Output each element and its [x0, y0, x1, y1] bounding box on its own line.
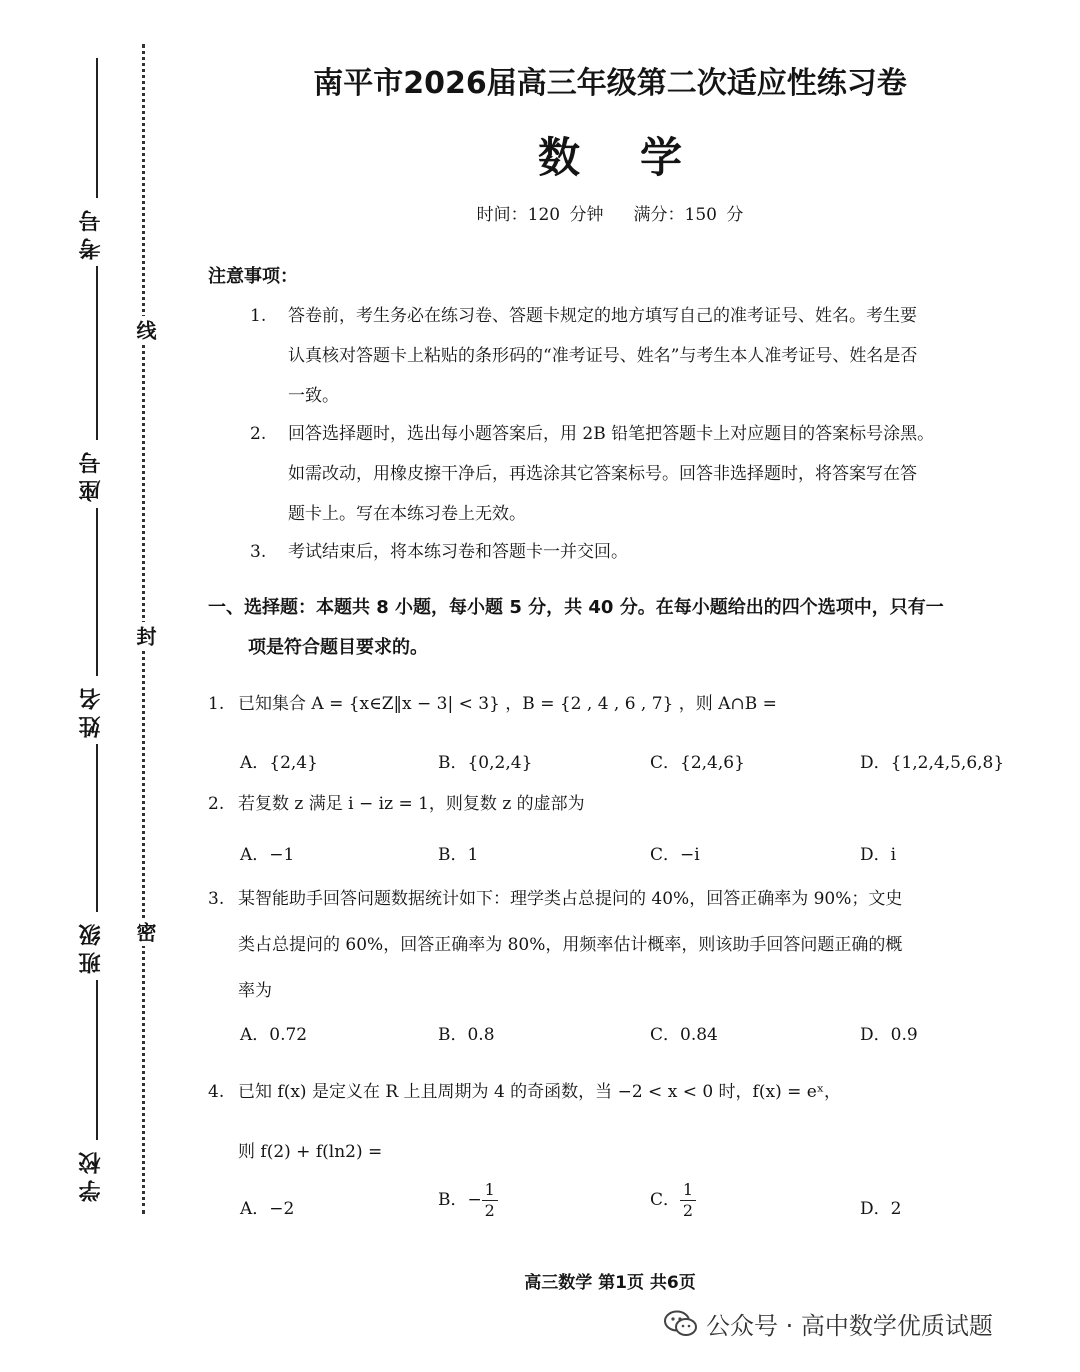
option [438, 1180, 498, 1221]
option: A．−1 [240, 845, 295, 865]
question-line: 率为 [238, 981, 272, 1001]
exam-subject: 数学 [537, 133, 742, 182]
option: A．0.72 [240, 1025, 308, 1045]
option: A．{2,4} [240, 753, 318, 773]
option: B．0.8 [438, 1025, 495, 1045]
question-stem: 若复数 z 满足 i − iz = 1，则复数 z 的虚部为 [238, 794, 585, 814]
exam-title: 南平市2026届高三年级第二次适应性练习卷 [313, 66, 907, 101]
option-label: C． [650, 1190, 681, 1210]
fraction [482, 1180, 498, 1221]
option: C．{2,4,6} [650, 753, 745, 773]
notice-item-3 [250, 532, 1030, 572]
notice-line: 如需改动，用橡皮擦干净后，再选涂其它答案标号。回答非选择题时，将答案写在答 [288, 464, 917, 484]
notice-heading: 注意事项： [208, 266, 298, 287]
option: D．i [860, 845, 897, 865]
option: C．0.84 [650, 1025, 718, 1045]
question-3 [208, 876, 1028, 1014]
question-1 [208, 684, 1028, 724]
fraction-numerator: 1 [484, 1180, 495, 1199]
notice-line: 考试结束后，将本练习卷和答题卡一并交回。 [288, 542, 628, 562]
seal-char-line: 线 [131, 316, 160, 344]
notice-line: 题卡上。写在本练习卷上无效。 [288, 504, 526, 524]
fraction-numerator: 1 [682, 1180, 694, 1199]
option: D．0.9 [860, 1025, 918, 1045]
option: A．−2 [240, 1199, 295, 1219]
notice-num: 3. [250, 542, 267, 562]
field-label-seat: 座号 [76, 440, 107, 508]
seal-char-seal: 封 [131, 622, 160, 650]
fraction-denominator: 2 [484, 1201, 495, 1220]
question-line: 则 f(2) + f(ln2) = [238, 1142, 383, 1162]
question-number: 1. [208, 694, 225, 714]
notice-line: 一致。 [288, 386, 339, 406]
question-4 [208, 1062, 1028, 1182]
section-line: 项是符合题目要求的。 [248, 637, 428, 658]
notice-item-2 [250, 414, 1030, 534]
notice-num: 2. [250, 424, 267, 444]
option: B．1 [438, 845, 479, 865]
fraction-denominator: 2 [682, 1201, 694, 1220]
option: C．−i [650, 845, 700, 865]
fraction [680, 1180, 696, 1221]
notice-num: 1. [250, 306, 267, 326]
field-label-school: 学校 [76, 1140, 107, 1208]
field-label-name: 姓名 [76, 676, 107, 744]
exam-meta [0, 200, 1080, 225]
wechat-icon [664, 1310, 698, 1338]
page-footer: 高三数学 第1页 共6页 [524, 1273, 696, 1293]
notice-line: 回答选择题时，选出每小题答案后，用 2B 铅笔把答题卡上对应题目的答案标号涂黑。 [288, 424, 935, 444]
question-number: 2. [208, 794, 225, 814]
exam-time: 时间：120 分钟 [476, 205, 604, 225]
watermark-text: 公众号 · 高中数学优质试题 [706, 1312, 993, 1340]
field-label-exam-number: 考号 [76, 198, 107, 266]
section-line: 一、选择题：本题共 8 小题，每小题 5 分，共 40 分。在每小题给出的四个选项中，只有一 [208, 597, 944, 618]
field-label-class: 班级 [76, 912, 107, 980]
notice-line: 答卷前，考生务必在练习卷、答题卡规定的地方填写自己的准考证号、姓名。考生要 [288, 306, 917, 326]
option: D．2 [860, 1199, 902, 1219]
notice-line: 认真核对答题卡上粘贴的条形码的“准考证号、姓名”与考生本人准考证号、姓名是否 [288, 346, 918, 366]
question-line: 已知 f(x) 是定义在 R 上且周期为 4 的奇函数，当 −2 < x < 0 时，f(x) = eˣ， [238, 1082, 842, 1102]
seal-char-secret: 密 [131, 918, 160, 946]
question-line: 某智能助手回答问题数据统计如下：理学类占总提问的 40%，回答正确率为 90%；文史 [238, 889, 903, 909]
exam-score: 满分：150 分 [633, 205, 744, 225]
section-heading [208, 588, 1028, 668]
question-2 [208, 784, 1028, 824]
question-stem: 已知集合 A = {x∈Z‖x − 3| < 3} ，B = {2 , 4 , 6 , 7} ，则 A∩B = [238, 694, 777, 714]
notice-item-1 [250, 296, 1030, 416]
question-line: 类占总提问的 60%，回答正确率为 80%，用频率估计概率，则该助手回答问题正确的概 [238, 935, 903, 955]
watermark [664, 1306, 993, 1341]
option: D．{1,2,4,5,6,8} [860, 753, 1005, 773]
option [650, 1180, 696, 1221]
option: B．{0,2,4} [438, 753, 533, 773]
question-number: 4. [208, 1082, 225, 1102]
option-label: B．− [438, 1190, 482, 1210]
question-number: 3. [208, 889, 225, 909]
